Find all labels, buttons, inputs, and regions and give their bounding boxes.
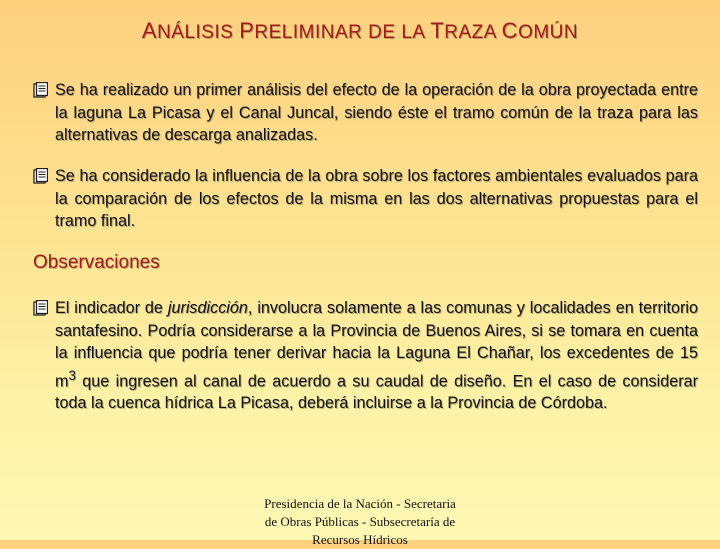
- jurisdiction-term: jurisdicción: [167, 299, 248, 317]
- section-title: Observaciones: [33, 252, 160, 273]
- bullet-observation: [33, 297, 698, 415]
- bullet-text: Se ha considerado la influencia de la obra sobre los factores ambientales evaluados para la comparación de los efectos de la misma en las dos alternativas propuestas para el tramo final.: [55, 167, 698, 230]
- page-title: ANÁLISIS PRELIMINAR DE LA TRAZA COMÚN: [141, 18, 579, 43]
- footer-credit: Presidencia de la Nación - Secretaria de Obras Públicas - Subsecretaría de Recursos Hídricos: [264, 496, 456, 547]
- observation-text: El indicador de jurisdicción, involucra solamente a las comunas y localidades en territorio santafesino. Podría considerarse a la Provincia de Buenos Aires, si se tomara en cuenta la influencia que podría tener derivar hacia la Laguna El Chañar, los excedentes de 15 $m^3$ que ingresen al canal de acuerdo a su caudal de diseño. En el caso de considerar toda la cuenca hídrica La Picasa, deberá incluirse a la Provincia de Córdoba.: [55, 299, 698, 413]
- notepad-icon: [33, 168, 48, 184]
- bullet-analysis: [33, 79, 698, 147]
- notepad-icon: [33, 82, 48, 98]
- notepad-icon: [33, 300, 48, 316]
- bullet-text: Se ha realizado un primer análisis del efecto de la operación de la obra proyectada entre la laguna La Picasa y el Canal Juncal, siendo éste el tramo común de la traza para las alternativas de descarga analizadas.: [55, 81, 698, 144]
- bullet-influence: [33, 165, 698, 233]
